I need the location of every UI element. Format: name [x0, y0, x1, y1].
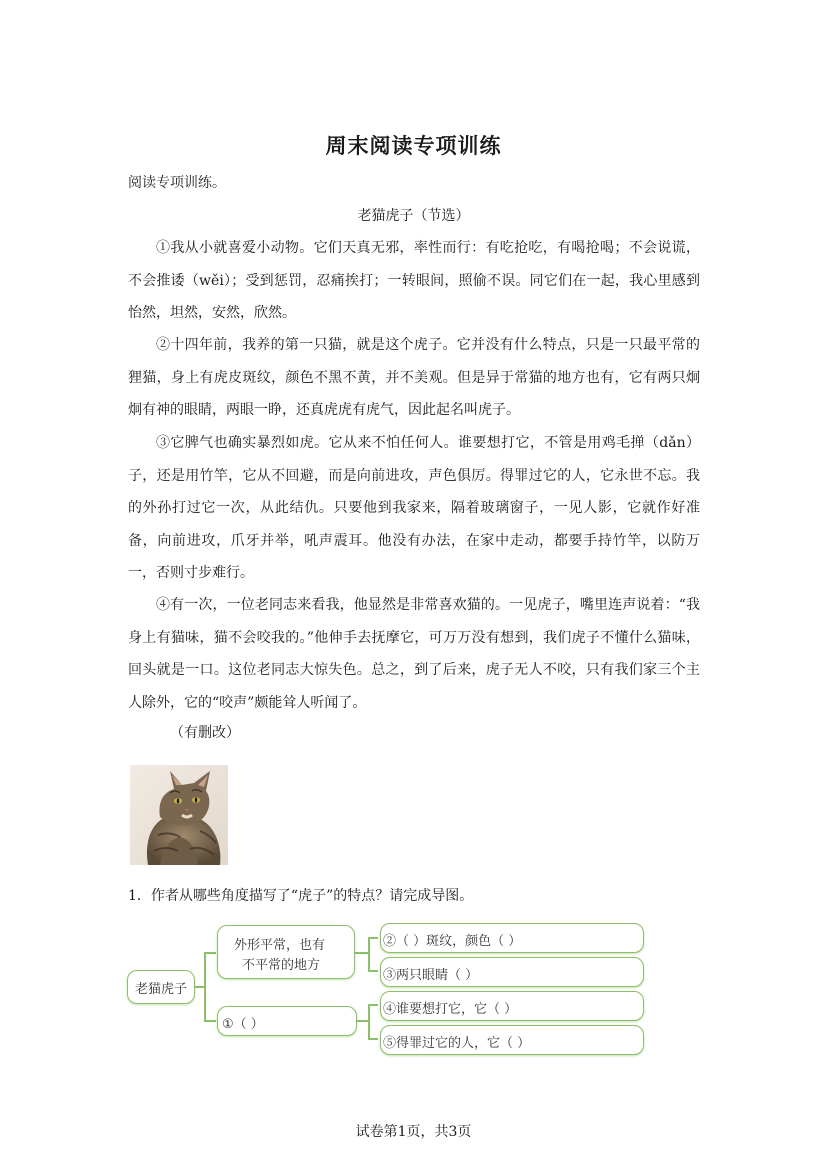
top-branch-connector	[204, 952, 216, 954]
leaf-2-label: ②（ ）斑纹，颜色（ ）	[383, 934, 522, 949]
leaf-2[interactable]	[380, 923, 644, 953]
leaf-5-label: ⑤得罪过它的人，它（ ）	[383, 1036, 531, 1051]
paragraph-2: ②十四年前，我养的第一只猫，就是这个虎子。它并没有什么特点，只是一只最平常的狸猫，身上有虎皮斑纹，颜色不黑不黄，并不美观。但是异于常猫的地方也有，它有两只炯炯有神的眼睛，两眼一睁，还真虎虎有虎气，因此起名叫虎子。	[128, 337, 700, 418]
leaf-4-connector	[368, 1004, 378, 1006]
cat-photo	[130, 765, 228, 865]
edit-note: （有删改）	[170, 725, 240, 741]
top-leaf-spine	[368, 937, 370, 970]
leaf-4[interactable]	[380, 991, 644, 1021]
bottom-leaf-connector	[357, 1020, 368, 1022]
paragraph-3: ③它脾气也确实暴烈如虎。它从来不怕任何人。谁要想打它，不管是用鸡毛掸（dǎn）子，还是用竹竿，它从不回避，而是向前进攻，声色俱厉。得罪过它的人，它永世不忘。我的外孙打过它一次，从此结仇。只要他到我家来，隔着玻璃窗子，一见人影，它就作好准备，向前进攻，爪牙并举，吼声震耳。他没有办法，在家中走动，都要手持竹竿，以防万一，否则寸步难行。	[128, 435, 700, 581]
leaf-3-connector	[368, 970, 378, 972]
bottom-branch-connector	[204, 1020, 216, 1022]
page-title: 周末阅读专项训练	[325, 133, 502, 158]
leaf-3-label: ③两只眼睛（ ）	[383, 968, 479, 983]
branch-appearance	[217, 925, 355, 979]
branch-blank[interactable]	[217, 1006, 357, 1036]
leaf-5[interactable]	[380, 1025, 644, 1055]
leaf-3[interactable]	[380, 957, 644, 987]
intro-text: 阅读专项训练。	[128, 175, 226, 191]
paragraph-1: ①我从小就喜爱小动物。它们天真无邪，率性而行：有吃抢吃，有喝抢喝；不会说谎，不会推诿（wěi）；受到惩罚，忍痛挨打；一转眼间，照偷不误。同它们在一起，我心里感到怡然，坦然，安然，欣然。	[128, 240, 700, 321]
page-footer: 试卷第1页，共3页	[355, 1124, 472, 1140]
bottom-leaf-spine	[368, 1004, 370, 1038]
top-leaf-connector	[354, 952, 368, 954]
branch-blank-label: ①（ ）	[222, 1017, 264, 1032]
branch-appearance-line2: 不平常的地方	[242, 958, 321, 973]
question-1: 1．作者从哪些角度描写了“虎子”的特点？请完成导图。	[128, 888, 474, 904]
root-connector	[194, 986, 204, 988]
root-spine	[204, 952, 206, 1020]
root-label: 老猫虎子	[135, 982, 188, 997]
leaf-5-connector	[368, 1038, 378, 1040]
root-node	[127, 970, 195, 1004]
leaf-4-label: ④谁要想打它，它（ ）	[383, 1002, 518, 1017]
article-title: 老猫虎子（节选）	[357, 208, 470, 224]
leaf-2-connector	[368, 937, 378, 939]
branch-appearance-line1: 外形平常，也有	[234, 938, 326, 953]
paragraph-4: ④有一次，一位老同志来看我，他显然是非常喜欢猫的。一见虎子，嘴里连声说着：“我身上有猫味，猫不会咬我的。”他伸手去抚摩它，可万万没有想到，我们虎子不懂什么猫味，回头就是一口。这位老同志大惊失色。总之，到了后来，虎子无人不咬，只有我们家三个主人除外，它的“咬声”颇能耸人听闻了。	[128, 597, 700, 711]
